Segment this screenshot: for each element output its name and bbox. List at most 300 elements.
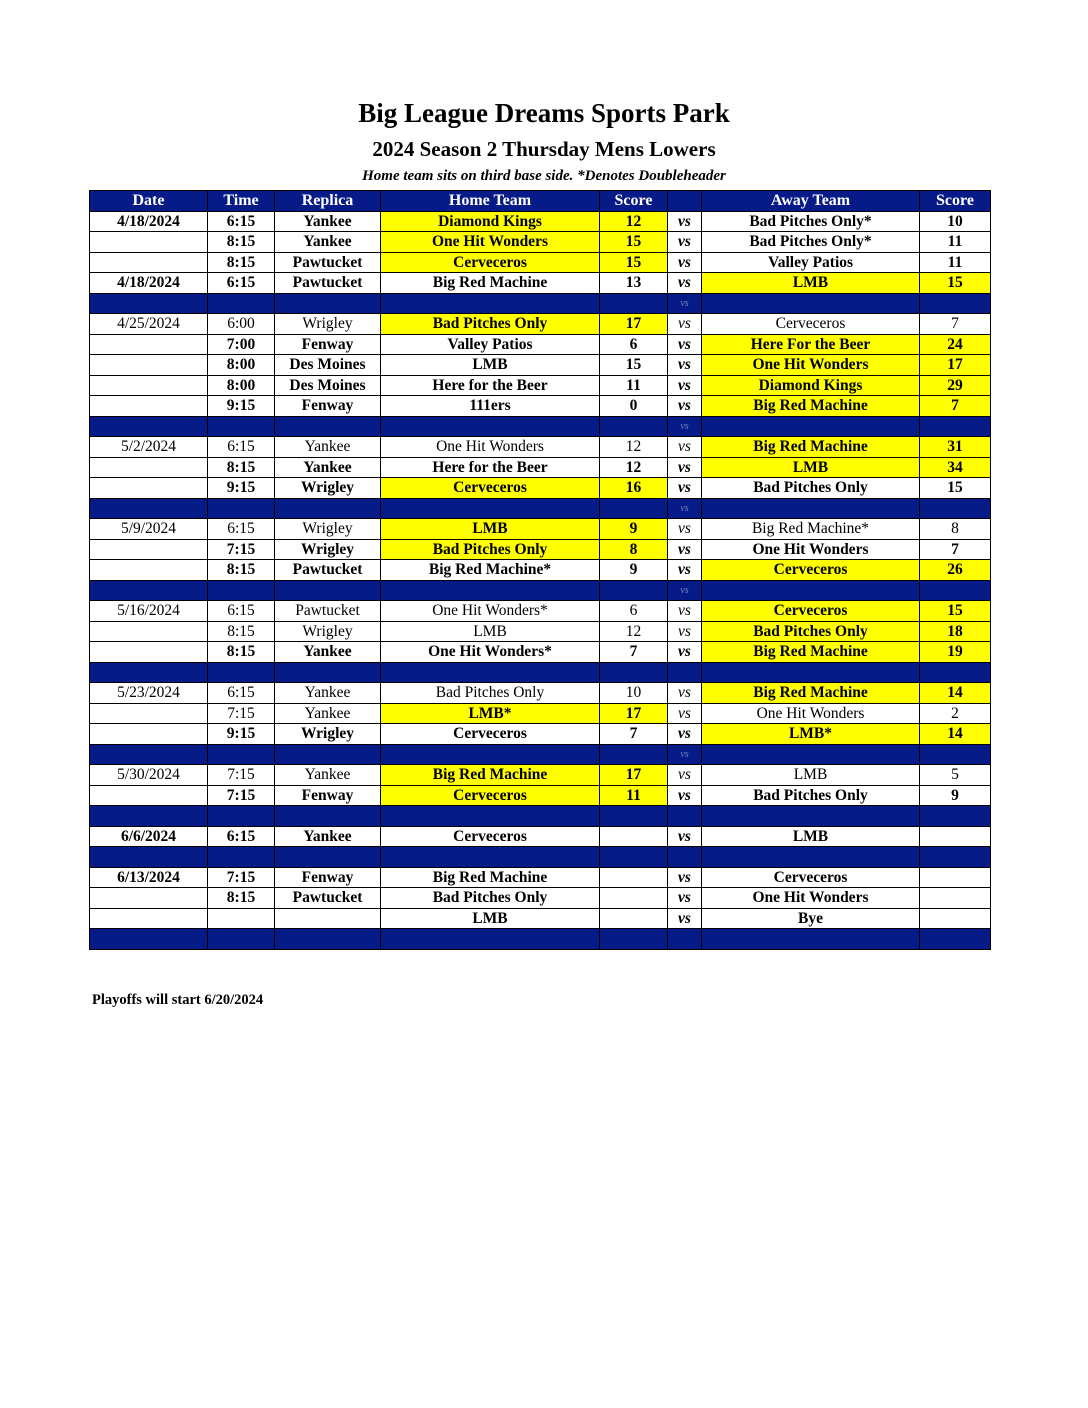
away-score-cell: 8 [920,519,991,540]
time-cell: 7:15 [208,765,275,786]
home-team-cell: LMB [381,908,600,929]
home-score-cell: 12 [600,437,668,458]
vs-cell: vs [668,211,702,232]
vs-cell: vs [668,334,702,355]
vs-cell: vs [668,437,702,458]
vs-cell: vs [668,621,702,642]
away-team-cell: One Hit Wonders [702,539,920,560]
home-score-cell: 12 [600,211,668,232]
away-score-cell: 34 [920,457,991,478]
home-score-cell: 17 [600,703,668,724]
home-score-cell: 17 [600,765,668,786]
away-score-cell: 31 [920,437,991,458]
date-cell [90,908,208,929]
away-team-cell: Cerveceros [702,560,920,581]
home-team-cell: Big Red Machine [381,867,600,888]
vs-cell: vs [668,457,702,478]
time-cell: 6:00 [208,314,275,335]
home-score-cell: 13 [600,273,668,294]
away-team-cell: Big Red Machine [702,683,920,704]
replica-cell: Yankee [275,826,381,847]
game-row [90,560,991,581]
date-cell [90,396,208,417]
away-team-cell: Big Red Machine [702,396,920,417]
separator-cell [381,293,600,314]
date-cell [90,703,208,724]
time-cell: 8:15 [208,252,275,273]
time-cell: 8:15 [208,888,275,909]
date-cell: 6/13/2024 [90,867,208,888]
vs-cell: vs [668,355,702,376]
separator-cell [702,744,920,765]
page-note: Home team sits on third base side. *Denotes Doubleheader [362,168,726,184]
home-team-cell: 111ers [381,396,600,417]
away-score-cell [920,908,991,929]
game-row [90,355,991,376]
date-cell: 4/18/2024 [90,273,208,294]
away-team-cell: LMB* [702,724,920,745]
separator-vs-cell: vs [668,498,702,519]
replica-cell: Yankee [275,232,381,253]
home-score-cell: 17 [600,314,668,335]
away-score-cell: 7 [920,314,991,335]
replica-cell [275,908,381,929]
game-row [90,539,991,560]
home-team-cell: One Hit Wonders* [381,642,600,663]
separator-vs-cell [668,929,702,950]
vs-cell: vs [668,601,702,622]
time-cell: 6:15 [208,211,275,232]
time-cell: 8:15 [208,621,275,642]
separator-row [90,744,991,765]
away-team-cell: Big Red Machine* [702,519,920,540]
time-cell: 7:15 [208,867,275,888]
home-team-cell: LMB [381,621,600,642]
home-team-cell: Here for the Beer [381,375,600,396]
separator-cell [208,929,275,950]
away-team-cell: Cerveceros [702,314,920,335]
replica-cell: Yankee [275,683,381,704]
separator-cell [208,293,275,314]
separator-cell [275,744,381,765]
playoffs-note: Playoffs will start 6/20/2024 [92,992,264,1008]
game-row [90,601,991,622]
time-cell: 9:15 [208,724,275,745]
time-cell: 6:15 [208,437,275,458]
replica-cell: Yankee [275,457,381,478]
game-row [90,703,991,724]
replica-cell: Pawtucket [275,601,381,622]
time-cell: 7:00 [208,334,275,355]
page-title: Big League Dreams Sports Park [358,98,730,128]
time-cell [208,908,275,929]
time-cell: 6:15 [208,826,275,847]
separator-cell [208,847,275,868]
home-team-cell: Cerveceros [381,785,600,806]
game-row [90,785,991,806]
date-cell [90,621,208,642]
date-cell: 5/2/2024 [90,437,208,458]
home-score-cell: 15 [600,252,668,273]
date-cell [90,478,208,499]
away-team-cell: Cerveceros [702,867,920,888]
separator-cell [90,847,208,868]
separator-vs-cell [668,806,702,827]
date-cell [90,232,208,253]
game-row [90,457,991,478]
replica-cell: Yankee [275,765,381,786]
replica-cell: Fenway [275,334,381,355]
vs-cell: vs [668,765,702,786]
home-team-cell: Bad Pitches Only [381,888,600,909]
game-row [90,375,991,396]
away-score-cell: 18 [920,621,991,642]
separator-cell [208,662,275,683]
separator-cell [920,580,991,601]
replica-cell: Wrigley [275,478,381,499]
replica-cell: Yankee [275,642,381,663]
col-header-away-team: Away Team [702,191,920,212]
home-team-cell: Cerveceros [381,252,600,273]
separator-cell [702,580,920,601]
home-team-cell: One Hit Wonders [381,437,600,458]
separator-cell [600,293,668,314]
separator-cell [275,806,381,827]
home-team-cell: LMB [381,355,600,376]
separator-cell [381,806,600,827]
away-score-cell: 15 [920,478,991,499]
away-team-cell: Bad Pitches Only [702,621,920,642]
home-score-cell: 16 [600,478,668,499]
time-cell: 6:15 [208,273,275,294]
home-score-cell: 7 [600,724,668,745]
home-team-cell: Cerveceros [381,478,600,499]
time-cell: 6:15 [208,519,275,540]
away-score-cell: 26 [920,560,991,581]
home-score-cell: 6 [600,601,668,622]
date-cell [90,785,208,806]
separator-cell [90,929,208,950]
col-header-away-score: Score [920,191,991,212]
time-cell: 9:15 [208,478,275,499]
vs-cell: vs [668,826,702,847]
separator-cell [90,662,208,683]
home-team-cell: Cerveceros [381,826,600,847]
home-score-cell: 0 [600,396,668,417]
replica-cell: Yankee [275,437,381,458]
game-row [90,765,991,786]
home-team-cell: Bad Pitches Only [381,539,600,560]
vs-cell: vs [668,724,702,745]
away-score-cell: 5 [920,765,991,786]
vs-cell: vs [668,683,702,704]
separator-cell [275,580,381,601]
separator-cell [275,498,381,519]
time-cell: 6:15 [208,601,275,622]
replica-cell: Wrigley [275,539,381,560]
separator-cell [920,847,991,868]
away-score-cell: 11 [920,232,991,253]
time-cell: 7:15 [208,785,275,806]
home-score-cell: 9 [600,560,668,581]
away-team-cell: LMB [702,273,920,294]
home-team-cell: LMB* [381,703,600,724]
separator-row [90,806,991,827]
replica-cell: Fenway [275,785,381,806]
game-row [90,396,991,417]
away-score-cell: 24 [920,334,991,355]
separator-cell [208,416,275,437]
separator-cell [90,580,208,601]
home-score-cell: 15 [600,232,668,253]
separator-cell [702,293,920,314]
separator-cell [600,744,668,765]
date-cell: 5/23/2024 [90,683,208,704]
separator-cell [702,929,920,950]
home-team-cell: One Hit Wonders [381,232,600,253]
schedule-table [89,190,991,950]
separator-cell [90,293,208,314]
home-score-cell [600,888,668,909]
separator-cell [920,416,991,437]
away-score-cell: 10 [920,211,991,232]
home-score-cell: 11 [600,375,668,396]
home-team-cell: Bad Pitches Only [381,314,600,335]
away-score-cell: 2 [920,703,991,724]
date-cell [90,355,208,376]
away-score-cell: 11 [920,252,991,273]
time-cell: 6:15 [208,683,275,704]
separator-cell [208,498,275,519]
away-score-cell: 7 [920,396,991,417]
away-team-cell: LMB [702,826,920,847]
time-cell: 9:15 [208,396,275,417]
away-score-cell: 19 [920,642,991,663]
separator-cell [381,416,600,437]
away-team-cell: Big Red Machine [702,437,920,458]
away-team-cell: Cerveceros [702,601,920,622]
vs-cell: vs [668,232,702,253]
replica-cell: Pawtucket [275,273,381,294]
col-header-home-score: Score [600,191,668,212]
time-cell: 8:00 [208,355,275,376]
col-header-time: Time [208,191,275,212]
home-score-cell: 15 [600,355,668,376]
separator-cell [920,498,991,519]
separator-cell [920,744,991,765]
date-cell [90,539,208,560]
away-score-cell: 14 [920,724,991,745]
separator-cell [702,847,920,868]
separator-cell [600,498,668,519]
separator-cell [275,416,381,437]
away-team-cell: Valley Patios [702,252,920,273]
date-cell: 5/30/2024 [90,765,208,786]
separator-cell [90,806,208,827]
separator-cell [920,806,991,827]
separator-cell [920,293,991,314]
away-team-cell: LMB [702,765,920,786]
separator-cell [702,416,920,437]
separator-vs-cell [668,847,702,868]
separator-cell [90,498,208,519]
separator-cell [381,498,600,519]
page-subtitle: 2024 Season 2 Thursday Mens Lowers [372,137,716,161]
date-cell: 4/18/2024 [90,211,208,232]
game-row [90,908,991,929]
col-header-date: Date [90,191,208,212]
date-cell: 5/9/2024 [90,519,208,540]
replica-cell: Pawtucket [275,252,381,273]
away-team-cell: Bye [702,908,920,929]
time-cell: 8:15 [208,642,275,663]
away-team-cell: Bad Pitches Only [702,478,920,499]
replica-cell: Yankee [275,703,381,724]
game-row [90,232,991,253]
separator-vs-cell: vs [668,580,702,601]
date-cell [90,375,208,396]
home-team-cell: Big Red Machine [381,273,600,294]
time-cell: 8:15 [208,232,275,253]
replica-cell: Des Moines [275,355,381,376]
vs-cell: vs [668,314,702,335]
separator-cell [920,929,991,950]
vs-cell: vs [668,519,702,540]
time-cell: 8:15 [208,457,275,478]
separator-vs-cell [668,662,702,683]
replica-cell: Pawtucket [275,560,381,581]
replica-cell: Wrigley [275,621,381,642]
replica-cell: Fenway [275,867,381,888]
separator-cell [208,806,275,827]
vs-cell: vs [668,396,702,417]
replica-cell: Pawtucket [275,888,381,909]
vs-cell: vs [668,252,702,273]
separator-cell [381,662,600,683]
game-row [90,252,991,273]
separator-cell [275,293,381,314]
vs-cell: vs [668,539,702,560]
replica-cell: Wrigley [275,724,381,745]
home-team-cell: Valley Patios [381,334,600,355]
separator-cell [90,416,208,437]
away-team-cell: One Hit Wonders [702,703,920,724]
separator-cell [275,847,381,868]
time-cell: 7:15 [208,703,275,724]
home-score-cell: 11 [600,785,668,806]
separator-cell [208,580,275,601]
date-cell [90,642,208,663]
away-team-cell: One Hit Wonders [702,355,920,376]
game-row [90,478,991,499]
away-team-cell: Bad Pitches Only [702,785,920,806]
separator-cell [600,662,668,683]
separator-cell [381,744,600,765]
vs-cell: vs [668,560,702,581]
game-row [90,683,991,704]
home-team-cell: Cerveceros [381,724,600,745]
replica-cell: Wrigley [275,519,381,540]
separator-cell [381,929,600,950]
date-cell [90,252,208,273]
header-row [90,191,991,212]
date-cell [90,334,208,355]
replica-cell: Fenway [275,396,381,417]
home-team-cell: Big Red Machine* [381,560,600,581]
time-cell: 7:15 [208,539,275,560]
home-score-cell: 8 [600,539,668,560]
replica-cell: Des Moines [275,375,381,396]
separator-cell [275,929,381,950]
home-team-cell: LMB [381,519,600,540]
away-score-cell: 7 [920,539,991,560]
home-score-cell [600,908,668,929]
away-score-cell: 17 [920,355,991,376]
home-score-cell [600,867,668,888]
separator-row [90,498,991,519]
home-score-cell: 7 [600,642,668,663]
away-score-cell: 29 [920,375,991,396]
home-score-cell: 12 [600,457,668,478]
separator-vs-cell: vs [668,744,702,765]
replica-cell: Wrigley [275,314,381,335]
separator-cell [600,416,668,437]
game-row [90,826,991,847]
away-team-cell: Bad Pitches Only* [702,232,920,253]
separator-cell [90,744,208,765]
away-team-cell: Here For the Beer [702,334,920,355]
away-score-cell [920,867,991,888]
away-team-cell: One Hit Wonders [702,888,920,909]
game-row [90,867,991,888]
game-row [90,888,991,909]
separator-cell [381,847,600,868]
game-row [90,621,991,642]
schedule-body [90,211,991,949]
vs-cell: vs [668,888,702,909]
date-cell [90,457,208,478]
home-score-cell: 6 [600,334,668,355]
game-row [90,519,991,540]
vs-cell: vs [668,908,702,929]
game-row [90,642,991,663]
separator-row [90,580,991,601]
away-score-cell [920,826,991,847]
home-score-cell: 12 [600,621,668,642]
separator-cell [920,662,991,683]
separator-row [90,293,991,314]
separator-vs-cell: vs [668,416,702,437]
separator-cell [600,806,668,827]
home-team-cell: Bad Pitches Only [381,683,600,704]
date-cell [90,888,208,909]
away-score-cell: 15 [920,601,991,622]
col-header-vs [668,191,702,212]
away-team-cell: Bad Pitches Only* [702,211,920,232]
vs-cell: vs [668,703,702,724]
col-header-home-team: Home Team [381,191,600,212]
replica-cell: Yankee [275,211,381,232]
time-cell: 8:00 [208,375,275,396]
away-score-cell: 9 [920,785,991,806]
game-row [90,211,991,232]
vs-cell: vs [668,478,702,499]
away-team-cell: LMB [702,457,920,478]
away-score-cell: 15 [920,273,991,294]
separator-row [90,416,991,437]
col-header-replica: Replica [275,191,381,212]
vs-cell: vs [668,642,702,663]
